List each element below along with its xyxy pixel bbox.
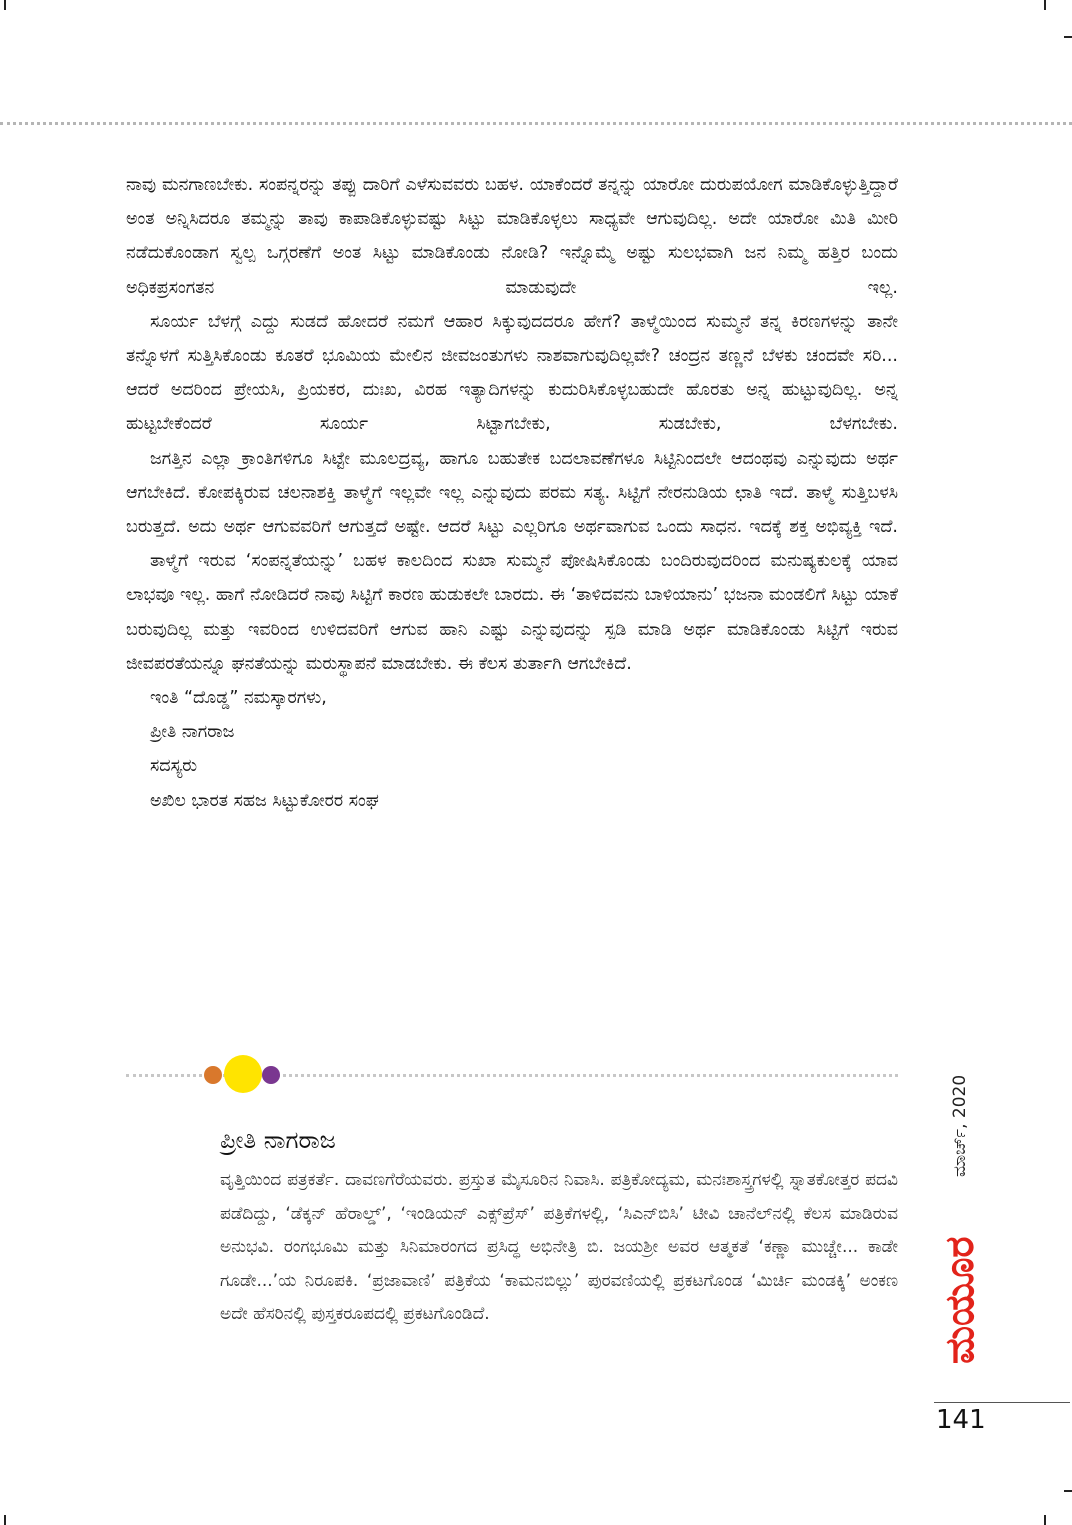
page-number: 141: [936, 1405, 986, 1435]
article-paragraph: ಸೂರ್ಯ ಬೆಳಗ್ಗೆ ಎದ್ದು ಸುಡದೆ ಹೋದರೆ ನಮಗೆ ಆಹಾರ ಸಿಕ್ಕುವುದದರೂ ಹೇಗೆ? ತಾಳ್ಮೆಯಿಂದ ಸುಮ್ಮನೆ ತನ್ನ ಕಿರಣಗಳನ್ನು ತಾನೇ ತನ್ನೊಳಗೆ ಸುತ್ತಿಸಿಕೊಂಡು ಕೂತರೆ ಭೂಮಿಯ ಮೇಲಿನ ಜೀವಜಂತುಗಳು ನಾಶವಾಗುವುದಿಲ್ಲವೇ? ಚಂದ್ರನ ತಣ್ಣನೆ ಬೆಳಕು ಚಂದವೇ ಸರಿ... ಆದರೆ ಅದರಿಂದ ಪ್ರೇಯಸಿ, ಪ್ರಿಯಕರ, ದುಃಖ, ವಿರಹ ಇತ್ಯಾದಿಗಳನ್ನು ಕುದುರಿಸಿಕೊಳ್ಳಬಹುದೇ ಹೊರತು ಅನ್ನ ಹುಟ್ಟುವುದಿಲ್ಲ. ಅನ್ನ ಹುಟ್ಟಬೇಕೆಂದರೆ ಸೂರ್ಯ ಸಿಟ್ಟಾಗಬೇಕು, ಸುಡಬೇಕು, ಬೆಳಗಬೇಕು.: [126, 311, 898, 435]
signoff-organisation: ಅಖಿಲ ಭಾರತ ಸಹಜ ಸಿಟ್ಟುಕೋರರ ಸಂಘ: [150, 790, 379, 811]
crop-mark-top-left: [4, 0, 6, 10]
section-divider: [126, 1050, 898, 1100]
top-dotted-rule: [0, 122, 1072, 125]
article-paragraph: ಜಗತ್ತಿನ ಎಲ್ಲಾ ಕ್ರಾಂತಿಗಳಿಗೂ ಸಿಟ್ಟೇ ಮೂಲದ್ರವ್ಯ, ಹಾಗೂ ಬಹುತೇಕ ಬದಲಾವಣೆಗಳೂ ಸಿಟ್ಟಿನಿಂದಲೇ ಆದಂಥವು ಎನ್ನುವುದು ಅರ್ಥ ಆಗಬೇಕಿದೆ. ಕೋಪಕ್ಕಿರುವ ಚಲನಾಶಕ್ತಿ ತಾಳ್ಮೆಗೆ ಇಲ್ಲವೇ ಇಲ್ಲ ಎನ್ನುವುದು ಪರಮ ಸತ್ಯ. ಸಿಟ್ಟಿಗೆ ನೇರನುಡಿಯ ಛಾತಿ ಇದೆ. ತಾಳ್ಮೆ ಸುತ್ತಿಬಳಸಿ ಬರುತ್ತದೆ. ಅದು ಅರ್ಥ ಆಗುವವರಿಗೆ ಆಗುತ್ತದೆ ಅಷ್ಟೇ. ಆದರೆ ಸಿಟ್ಟು ಎಲ್ಲರಿಗೂ ಅರ್ಥವಾಗುವ ಒಂದು ಸಾಧನ. ಇದಕ್ಕೆ ಶಕ್ತ ಅಭಿವ್ಯಕ್ತಿ ಇದೆ.: [126, 448, 898, 538]
page-sidebar: [934, 1070, 986, 1400]
orange-dot-icon: [204, 1066, 222, 1084]
author-bio-name: ಪ್ರೀತಿ ನಾಗರಾಜ: [220, 1126, 336, 1154]
crop-mark-top-right: [1044, 0, 1046, 10]
page-number-rule: [934, 1402, 1070, 1403]
crop-mark-bottom-right: [1044, 1515, 1046, 1525]
author-bio: [220, 1120, 898, 1332]
signoff-name: ಪ್ರೀತಿ ನಾಗರಾಜ: [150, 722, 235, 743]
crop-mark-right-upper: [1064, 36, 1072, 38]
signoff-greeting: ಇಂತಿ “ದೊಡ್ಡ” ನಮಸ್ಕಾರಗಳು,: [150, 688, 327, 709]
author-bio-text: ವೃತ್ತಿಯಿಂದ ಪತ್ರಕರ್ತೆ. ದಾವಣಗೆರೆಯವರು. ಪ್ರಸ್ತುತ ಮೈಸೂರಿನ ನಿವಾಸಿ. ಪತ್ರಿಕೋದ್ಯಮ, ಮನಃಶಾಸ್ತ್ರಗಳಲ್ಲಿ ಸ್ನಾತಕೋತ್ತರ ಪದವಿ ಪಡೆದಿದ್ದು, ‘ಡೆಕ್ಕನ್ ಹೆರಾಲ್ಡ್’, ‘ಇಂಡಿಯನ್ ಎಕ್ಸ್‌ಪ್ರೆಸ್’ ಪತ್ರಿಕೆಗಳಲ್ಲಿ, ‘ಸಿಎನ್‌ಬಿಸಿ’ ಟೀವಿ ಚಾನೆಲ್‌ನಲ್ಲಿ ಕೆಲಸ ಮಾಡಿರುವ ಅನುಭವಿ. ರಂಗಭೂಮಿ ಮತ್ತು ಸಿನಿಮಾರಂಗದ ಪ್ರಸಿದ್ಧ ಅಭಿನೇತ್ರಿ ಬಿ. ಜಯಶ್ರೀ ಅವರ ಆತ್ಮಕತೆ ‘ಕಣ್ಣಾ ಮುಚ್ಚೇ... ಕಾಡೇ ಗೂಡೇ...’ಯ ನಿರೂಪಕಿ. ‘ಪ್ರಜಾವಾಣಿ’ ಪತ್ರಿಕೆಯ ‘ಕಾಮನಬಿಲ್ಲು’ ಪುರವಣಿಯಲ್ಲಿ ಪ್ರಕಟಗೊಂಡ ‘ಮಿರ್ಚಿ ಮಂಡಕ್ಕಿ’ ಅಂಕಣ ಅದೇ ಹೆಸರಿನಲ್ಲಿ ಪುಸ್ತಕರೂಪದಲ್ಲಿ ಪ್ರಕಟಗೊಂಡಿದೆ.: [220, 1170, 898, 1325]
article-body: [126, 168, 898, 818]
issue-date: ಮಾರ್ಚ್, 2020: [950, 1074, 970, 1178]
signoff-role: ಸದಸ್ಯರು: [150, 756, 198, 777]
magazine-name: ಮಯೂರ: [937, 1236, 983, 1364]
crop-mark-bottom-left: [4, 1515, 6, 1525]
crop-mark-right-lower: [1064, 1490, 1072, 1492]
article-paragraph: ನಾವು ಮನಗಾಣಬೇಕು. ಸಂಪನ್ನರನ್ನು ತಪ್ಪು ದಾರಿಗೆ ಎಳೆಸುವವರು ಬಹಳ. ಯಾಕೆಂದರೆ ತನ್ನನ್ನು ಯಾರೋ ದುರುಪಯೋಗ ಮಾಡಿಕೊಳ್ಳುತ್ತಿದ್ದಾರೆ ಅಂತ ಅನ್ನಿಸಿದರೂ ತಮ್ಮನ್ನು ತಾವು ಕಾಪಾಡಿಕೊಳ್ಳುವಷ್ಟು ಸಿಟ್ಟು ಮಾಡಿಕೊಳ್ಳಲು ಸಾಧ್ಯವೇ ಆಗುವುದಿಲ್ಲ. ಅದೇ ಯಾರೋ ಮಿತಿ ಮೀರಿ ನಡೆದುಕೊಂಡಾಗ ಸ್ವಲ್ಪ ಒಗ್ಗರಣೆಗೆ ಅಂತ ಸಿಟ್ಟು ಮಾಡಿಕೊಂಡು ನೋಡಿ? ಇನ್ನೊಮ್ಮೆ ಅಷ್ಟು ಸುಲಭವಾಗಿ ಜನ ನಿಮ್ಮ ಹತ್ತಿರ ಬಂದು ಅಧಿಕಪ್ರಸಂಗತನ ಮಾಡುವುದೇ ಇಲ್ಲ.: [126, 175, 898, 298]
article-paragraph: ತಾಳ್ಮೆಗೆ ಇರುವ ‘ಸಂಪನ್ನತೆಯನ್ನು’ ಬಹಳ ಕಾಲದಿಂದ ಸುಖಾ ಸುಮ್ಮನೆ ಪೋಷಿಸಿಕೊಂಡು ಬಂದಿರುವುದರಿಂದ ಮನುಷ್ಯಕುಲಕ್ಕೆ ಯಾವ ಲಾಭವೂ ಇಲ್ಲ. ಹಾಗೆ ನೋಡಿದರೆ ನಾವು ಸಿಟ್ಟಿಗೆ ಕಾರಣ ಹುಡುಕಲೇ ಬಾರದು. ಈ ‘ತಾಳಿದವನು ಬಾಳಿಯಾನು’ ಭಜನಾ ಮಂಡಲಿಗೆ ಸಿಟ್ಟು ಯಾಕೆ ಬರುವುದಿಲ್ಲ ಮತ್ತು ಇವರಿಂದ ಉಳಿದವರಿಗೆ ಆಗುವ ಹಾನಿ ಎಷ್ಟು ಎನ್ನುವುದನ್ನು ಸ್ಪಡಿ ಮಾಡಿ ಅರ್ಥ ಮಾಡಿಕೊಂಡು ಸಿಟ್ಟಿಗೆ ಇರುವ ಜೀವಪರತೆಯನ್ನೂ ಘನತೆಯನ್ನು ಮರುಸ್ಥಾಪನೆ ಮಾಡಬೇಕು. ಈ ಕೆಲಸ ತುರ್ತಾಗಿ ಆಗಬೇಕಿದೆ.: [126, 551, 898, 674]
purple-dot-icon: [262, 1066, 280, 1084]
yellow-dot-icon: [224, 1055, 262, 1093]
